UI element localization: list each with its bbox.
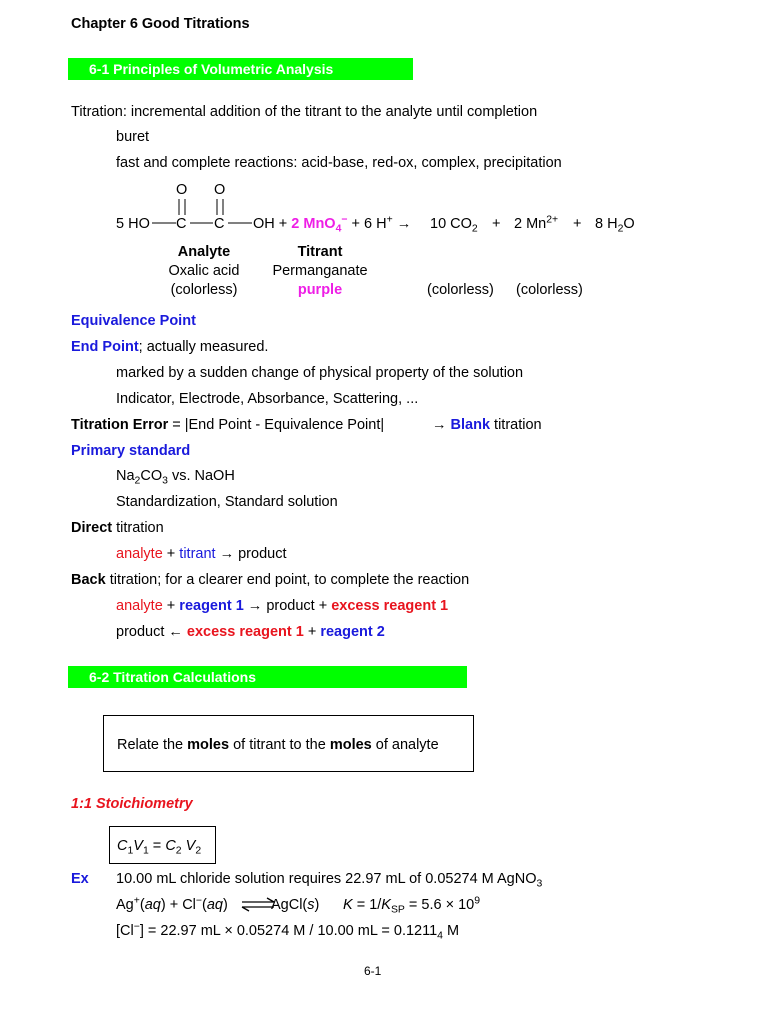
page-number: 6-1 xyxy=(364,964,382,978)
colorless-co2: (colorless) xyxy=(427,282,494,298)
plus-sign-1: + xyxy=(492,216,501,232)
example-agcl: AgCl(s) xyxy=(271,897,320,913)
standardization-text: Standardization, Standard solution xyxy=(116,494,338,510)
product-water: 8 $H_2O$ xyxy=(595,216,635,235)
example-line-2: Ag+(aq) + Cl−(aq) xyxy=(116,895,228,913)
reactant-coef: 5 HO xyxy=(116,216,150,232)
formula-box xyxy=(109,826,216,864)
colorless-analyte: (colorless) xyxy=(170,282,238,298)
equilibrium-constant: $K = 1/K_{SP} = 5.6 \times 10^9$ xyxy=(343,895,481,916)
titration-error-line: Titration Error = |End Point - Equivalence Point| xyxy=(71,417,385,433)
primary-standard-term: Primary standard xyxy=(71,443,191,459)
direct-equation: analyte + titrant → product xyxy=(116,546,287,562)
permanganate-label: Permanganate xyxy=(272,263,368,279)
plus-sign-2: + xyxy=(573,216,582,232)
oxygen-1: O xyxy=(176,182,188,198)
na2co3-line: $Na_2CO_3$ vs. NaOH xyxy=(116,468,235,487)
example-line-1: 10.00 mL chloride solution requires 22.97 mL of 0.05274 M AgNO$_3$ xyxy=(116,871,543,890)
end-point-line: End Point; actually measured. xyxy=(71,339,269,355)
product-co2: 10 $CO_2$ xyxy=(430,216,478,235)
fast-reactions-text: fast and complete reactions: acid-base, red-ox, complex, precipitation xyxy=(116,155,562,171)
direct-titration-line: Direct titration xyxy=(71,520,164,536)
oxalic-acid-label: Oxalic acid xyxy=(168,263,240,279)
back-titration-line: Back titration; for a clearer end point, to complete the reaction xyxy=(71,572,470,588)
analyte-label: Analyte xyxy=(177,244,231,260)
purple-label: purple xyxy=(297,282,343,298)
titrant-label: Titrant xyxy=(297,244,343,260)
section-header-6-1: 6-1 Principles of Volumetric Analysis xyxy=(68,58,413,80)
reaction-rest: OH + 2 MnO$_4$− + 6 H+ → xyxy=(253,214,412,235)
titration-definition: Titration: incremental addition of the titrant to the analyte until completion xyxy=(71,104,538,120)
example-line-3: [Cl−] = 22.97 mL × 0.05274 M / 10.00 mL = $0.1211_4$ M xyxy=(116,921,460,942)
buret-text: buret xyxy=(116,129,150,145)
product-mn: 2 $Mn^{2+}$ xyxy=(514,214,559,232)
carbon-2: C xyxy=(214,216,225,232)
back-equation-2: product ← excess reagent 1 + reagent 2 xyxy=(116,624,385,640)
marked-by-text: marked by a sudden change of physical property of the solution xyxy=(116,365,524,381)
blank-titration: → Blank titration xyxy=(432,417,542,433)
chapter-title: Chapter 6 Good Titrations xyxy=(71,16,250,32)
stoichiometry-heading: 1:1 Stoichiometry xyxy=(71,796,193,812)
oxygen-2: O xyxy=(214,182,226,198)
colorless-mn: (colorless) xyxy=(516,282,583,298)
indicator-text: Indicator, Electrode, Absorbance, Scattering, ... xyxy=(116,391,419,407)
section-header-6-2: 6-2 Titration Calculations xyxy=(68,666,467,688)
carbon-1: C xyxy=(176,216,187,232)
formula-text: $C_1V_1 = C_2$ $V_2$ xyxy=(117,838,202,857)
back-equation-1: analyte + reagent 1 → product + excess reagent 1 xyxy=(116,598,449,614)
example-label: Ex xyxy=(71,871,89,887)
relate-box xyxy=(103,715,474,772)
relate-text: Relate the moles of titrant to the moles of analyte xyxy=(117,737,439,753)
equivalence-point-term: Equivalence Point xyxy=(71,313,196,329)
